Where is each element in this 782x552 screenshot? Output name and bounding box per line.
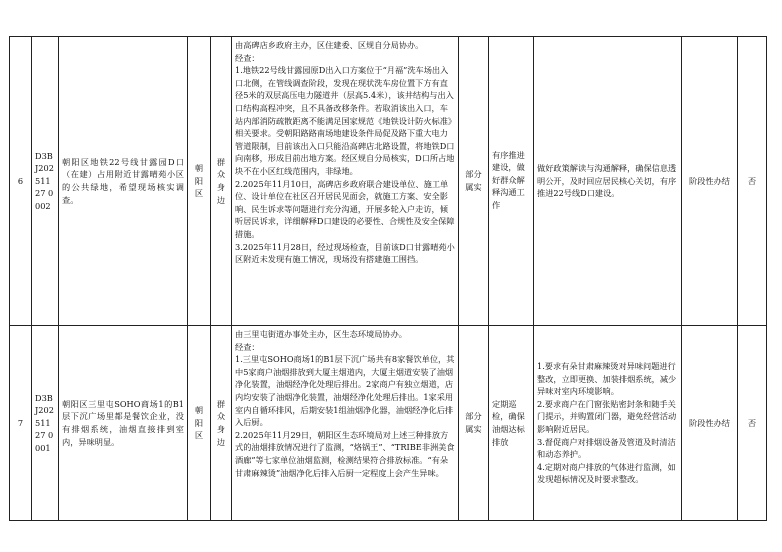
property-cell: 部分属实	[459, 326, 489, 521]
verification-intro: 由高碑店乡政府主办，区住建委、区规自分局协办。	[235, 40, 424, 50]
status-cell: 阶段性办结	[682, 326, 738, 521]
category-cell	[211, 37, 232, 326]
complaint-table	[9, 36, 767, 521]
category-text: 群众身边	[216, 156, 226, 205]
measure-item: 4.定期对商户排放的气体进行监测，如发现超标情况及时要求整改。	[537, 461, 676, 485]
measure-item: 做好政策解读与沟通解释，确保信息透明公开，及时回应居民核心关切，有序推进22号线D口建设。	[537, 163, 677, 199]
measure-item: 1.要求有朵甘肃麻辣烫对异味问题进行整改，立即更换、加装排烟系统，减少异味对室内环境影响。	[537, 361, 677, 397]
verification-item: 2.2025年11月29日，朝阳区生态环境局对上述三种排放方式的油烟排放情况进行了监测，“烙锅王”、“TRIBE非洲美食酒廊”等七家单位油烟监测，检测结果符合排放标准。“有朵甘肃麻辣烫”油烟净化后排入后厨一定程度上会产生异味。	[235, 429, 455, 478]
verification-item: 2.2025年11月10日，高碑店乡政府联合建设单位、施工单位、设计单位在社区召开居民见面会，就施工方案、安全影响、民生诉求等问题进行充分沟通，开展多轮入户走访，倾听居民诉求，详细解释D口建设的必要性、合规性及安全保障措施。	[235, 178, 455, 239]
complaint-content: 朝阳区三里屯SOHO商场1的B1层下沉广场里都是餐饮企业，没有排烟系统，油烟直接排到室内，异味明显。	[59, 326, 188, 521]
flag-cell: 否	[738, 326, 767, 521]
row-number: 7	[10, 326, 32, 521]
measures-cell	[534, 37, 682, 326]
status-cell: 阶段性办结	[682, 37, 738, 326]
verification-cell	[232, 326, 459, 521]
measures-cell	[534, 326, 682, 521]
case-id: D3BJ20251127 0002	[32, 37, 59, 326]
measure-item: 2.要求商户在门窗张贴密封条和随手关门提示，并购置闭门器，避免经营活动影响附近居民。	[537, 398, 677, 434]
verification-item: 3.2025年11月28日，经过现场检查，目前该D口甘露晴苑小区附近未发现有施工情况，现场没有搭建施工围挡。	[235, 241, 455, 265]
table-row	[10, 37, 767, 326]
verification-item: 1.地铁22号线甘露园原D出入口方案位于“月福”洗车场出入口北侧，在管线调查阶段，发现在现状洗车房位置下方有直径5米的双层高压电力隧道井（层高5.4米），该井结构与出入口结构高程冲突，且不具备改移条件。若取消该出入口，车站内部消防疏散距离不能满足国家规范《地铁设计防火标准》相关要求。受朝阳路路南场地建设条件局促及路下重大电力管道限制，目前该出入口只能沿高碑店北路设置，将地铁D口向南移，形成目前出地方案。经区规自分局核实，D口所占地块不在小区红线范围内，非绿地。	[235, 65, 455, 176]
progress-cell: 定期巡检，确保油烟达标排放	[489, 326, 534, 521]
verification-cell	[232, 37, 459, 326]
district-cell	[188, 37, 211, 326]
district-text: 朝阳区	[194, 405, 204, 441]
case-id: D3BJ20251127 0001	[32, 326, 59, 521]
complaint-content: 朝阳区地铁22号线甘露园D口（在建）占用附近甘露晴苑小区的公共绿地，希望现场核实调查。	[59, 37, 188, 326]
row-number: 6	[10, 37, 32, 326]
property-cell: 部分属实	[459, 37, 489, 326]
district-text: 朝阳区	[194, 163, 204, 199]
district-cell	[188, 326, 211, 521]
category-cell	[211, 326, 232, 521]
flag-cell: 否	[738, 37, 767, 326]
measure-item: 3.督促商户对排烟设备及管道及时清洁和动态养护。	[537, 436, 676, 460]
progress-cell: 有序推进建设，做好群众解释沟通工作	[489, 37, 534, 326]
category-text: 群众身边	[216, 398, 226, 447]
verification-label: 经查：	[235, 52, 260, 63]
verification-item: 1.三里屯SOHO商场1的B1层下沉广场共有8家餐饮单位，其中5家商户油烟排放到大厦主烟道内，大厦主烟道安装了油烟净化装置，油烟经净化处理后排出。2家商户有独立烟道，店内均安装了油烟净化装置，油烟经净化处理后排出。1家采用室内自循环排风，后期安装1组油烟净化器，油烟经净化后排入后厨。	[235, 354, 455, 428]
table-row	[10, 326, 767, 521]
verification-intro: 由三里屯街道办事处主办，区生态环境局协办。	[235, 329, 407, 339]
verification-label: 经查：	[235, 341, 260, 352]
